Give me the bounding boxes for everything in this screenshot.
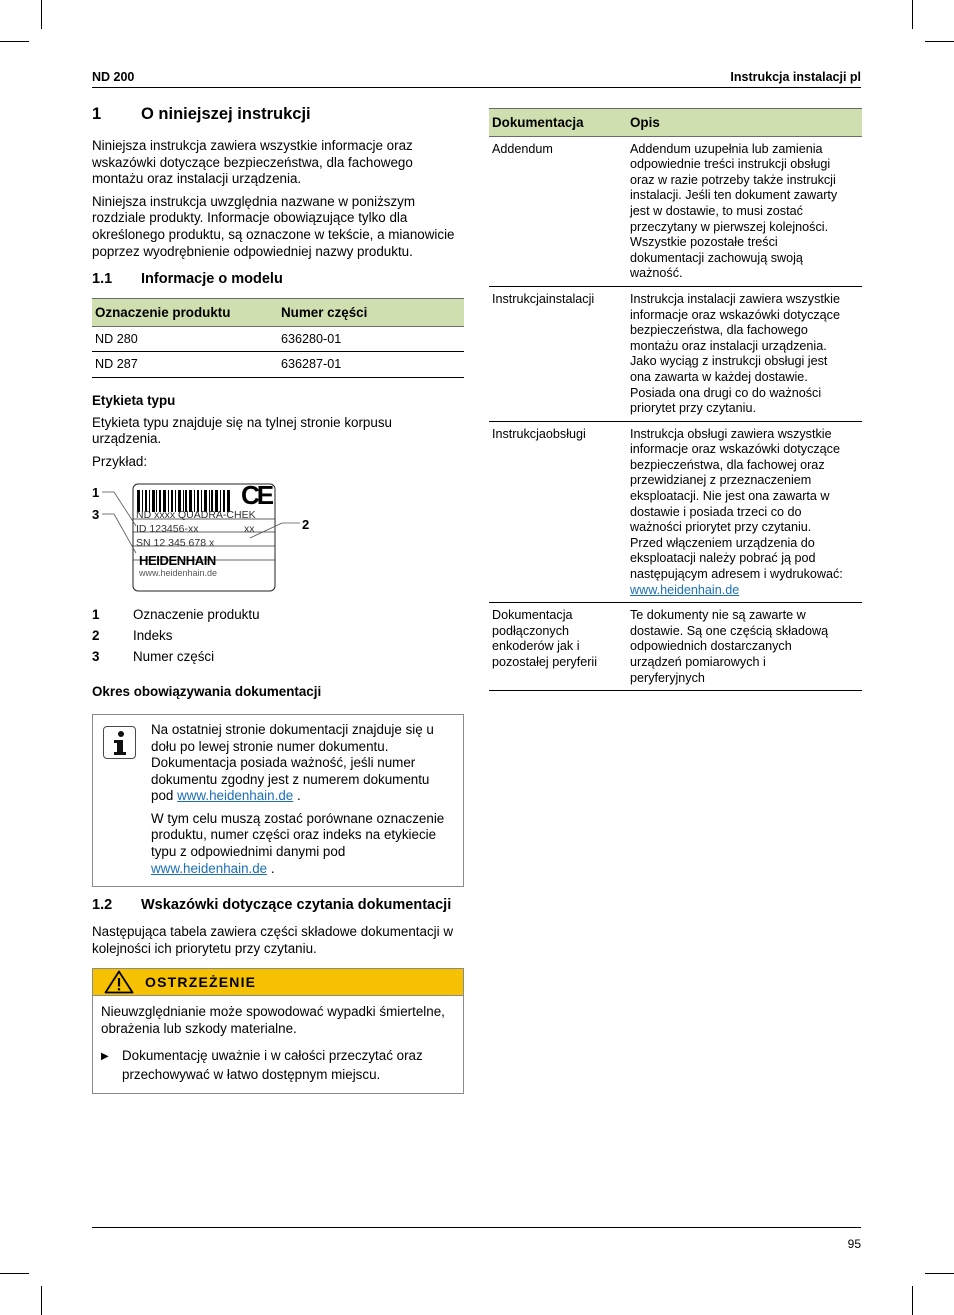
info-paragraph <box>151 722 455 805</box>
section-1-heading <box>92 104 464 124</box>
table-header: Oznaczenie produktu <box>92 299 278 327</box>
warning-title: OSTRZEŻENIE <box>145 974 257 991</box>
warning-body <box>93 996 463 1092</box>
info-text-end: . <box>267 860 275 876</box>
crop-mark <box>0 41 29 42</box>
table-header: Opis <box>627 109 862 137</box>
model-table <box>92 298 464 378</box>
paragraph: Etykieta typu znajduje się na tylnej stronie korpusu urządzenia. <box>92 414 392 447</box>
info-text: Na ostatniej stronie dokumentacji znajduje się u dołu po lewej stronie numer dokumentu. Dokumentacja posiada ważność, jeśli numer dokumentu zgodny jest z numerem dokumentu pod <box>151 721 434 804</box>
documentation-table <box>489 108 862 691</box>
doc-desc-cell <box>627 421 862 603</box>
paragraph: Przykład: <box>92 453 148 469</box>
legend-text: Oznaczenie produktu <box>133 606 260 622</box>
table-row <box>489 286 862 421</box>
legend-item <box>92 646 464 667</box>
table-cell: 636287-01 <box>278 352 464 378</box>
info-paragraph <box>151 811 455 877</box>
paragraph: Następująca tabela zawiera części składowe dokumentacji w kolejności ich priorytetu przy czytaniu. <box>92 924 453 956</box>
paragraph: Niniejsza instrukcja uwzględnia nazwane w poniższym rozdziale produkty. Informacje obowiązujące tylko dla określonego produktu, są oznaczone w tekście, a mianowicie poprzez wyodrębnienie odpowiedniej nazwy produktu. <box>92 193 455 259</box>
crop-mark <box>0 1273 29 1274</box>
label-product-line: ND xxxx QUADRA-CHEK <box>136 509 256 522</box>
validity-heading: Okres obowiązywania dokumentacji <box>92 684 322 700</box>
doc-name-cell: Instrukcjaobsługi <box>489 421 627 603</box>
legend-number: 3 <box>92 648 100 664</box>
doc-desc-text: Instrukcja obsługi zawiera wszystkie informacje oraz wskazówki dotyczące bezpieczeństwa, dla fachowej oraz przewidzianej z przeznaczeniem eksploatacji. Nie jest ona zawarta w dostawie i posiada trzeci co do ważności priorytet przy czytaniu. Przed włączeniem urządzenia do eksploatacji należy pobrać ją pod następującym adresem i wydrukować: <box>630 426 843 582</box>
header-product: ND 200 <box>92 70 135 84</box>
info-icon <box>103 726 136 759</box>
heidenhain-link[interactable]: www.heidenhain.de <box>151 860 268 876</box>
legend-text: Numer części <box>133 648 215 664</box>
warning-bullet <box>101 1046 455 1084</box>
paragraph: Niniejsza instrukcja zawiera wszystkie informacje oraz wskazówki dotyczące bezpieczeństwa, dla fachowego montażu oraz instalacji urządzenia. <box>92 138 413 187</box>
crop-mark <box>912 0 913 29</box>
callout-1: 1 <box>92 485 100 501</box>
crop-mark <box>41 1286 42 1315</box>
callout-3: 3 <box>92 507 100 523</box>
table-header: Dokumentacja <box>489 109 627 137</box>
heidenhain-link[interactable]: www.heidenhain.de <box>630 582 740 597</box>
table-row <box>489 421 862 603</box>
warning-bullet-text: Dokumentację uważnie i w całości przeczytać oraz przechowywać w łatwo dostępnym miejscu. <box>122 1047 423 1082</box>
callout-2: 2 <box>302 517 310 533</box>
section-title: O niniejszej instrukcji <box>141 105 311 123</box>
table-cell: ND 280 <box>92 326 278 352</box>
section-1-1-heading <box>92 270 464 288</box>
doc-name-cell: Addendum <box>489 136 627 286</box>
heidenhain-link[interactable]: www.heidenhain.de <box>177 788 294 804</box>
warning-box <box>92 968 464 1093</box>
section-number: 1 <box>92 105 102 123</box>
info-text-end: . <box>293 788 301 804</box>
label-brand-logo: HEIDENHAIN <box>139 553 216 569</box>
arrow-right-icon: ▶ <box>101 1050 109 1062</box>
doc-name-cell: Dokumentacja podłączonych enkoderów jak i pozostałej peryferii <box>489 603 627 691</box>
table-header: Numer części <box>278 299 464 327</box>
legend-item <box>92 604 464 625</box>
label-url: www.heidenhain.de <box>139 568 218 579</box>
crop-mark <box>912 1286 913 1315</box>
doc-desc-cell: Te dokumenty nie są zawarte w dostawie. Są one częścią składową odpowiednich dostarczanych urządzeń pomiarowych i peryferyjnych <box>627 603 862 691</box>
right-column <box>489 108 862 691</box>
doc-desc-cell: Addendum uzupełnia lub zamienia odpowiednie treści instrukcji obsługi oraz w razie potrzeby także instrukcji instalacji. Jeśli ten dokument zawarty jest w dostawie, to musi zostać przeczytany w pierwszej kolejności. Wszystkie pozostałe treści dokumentacji zachowują swoją ważność. <box>627 136 862 286</box>
ce-mark: CE <box>241 480 272 511</box>
section-title: Informacje o modelu <box>141 271 283 288</box>
table-row <box>489 603 862 691</box>
footer-rule <box>92 1227 861 1228</box>
doc-desc-cell: Instrukcja instalacji zawiera wszystkie informacje oraz wskazówki dotyczące bezpieczeństwa, dla fachowego montażu oraz instalacji urządzenia. Jako wyciąg z instrukcji obsługi jest ona zawarta w każdej dostawie. Posiada ona drugi co do ważności priorytet przy czytaniu. <box>627 286 862 421</box>
legend-text: Indeks <box>133 627 173 643</box>
section-1-2-heading <box>92 896 464 914</box>
doc-name-cell: Instrukcjainstalacji <box>489 286 627 421</box>
info-box <box>92 714 464 887</box>
type-label-heading: Etykieta typu <box>92 392 176 408</box>
legend-number: 2 <box>92 627 100 643</box>
table-row <box>489 136 862 286</box>
section-number: 1.2 <box>92 897 113 914</box>
header-rule <box>92 87 861 88</box>
crop-mark <box>925 1273 954 1274</box>
warning-triangle-icon <box>93 970 145 994</box>
label-serial-line: SN 12 345 678 x <box>136 537 215 550</box>
legend-number: 1 <box>92 606 100 622</box>
warning-header <box>93 969 463 996</box>
legend-item <box>92 625 464 646</box>
left-column <box>92 104 464 1094</box>
crop-mark <box>925 41 954 42</box>
section-number: 1.1 <box>92 271 113 288</box>
page-number: 95 <box>847 1237 861 1251</box>
table-cell: 636280-01 <box>278 326 464 352</box>
table-cell: ND 287 <box>92 352 278 378</box>
type-label-figure <box>92 476 464 598</box>
section-title: Wskazówki dotyczące czytania dokumentacji <box>141 897 452 914</box>
crop-mark <box>41 0 42 29</box>
warning-text: Nieuwzględnianie może spowodować wypadki śmiertelne, obrażenia lub szkody materialne. <box>101 1004 445 1037</box>
table-row <box>92 326 464 352</box>
header-doc-title: Instrukcja instalacji pl <box>730 70 861 84</box>
label-id-line: ID 123456-xx <box>136 523 199 536</box>
label-index-value: xx <box>244 523 255 536</box>
info-text: W tym celu muszą zostać porównane oznaczenie produktu, numer części oraz indeks na etykiecie typu z odpowiednimi danymi pod <box>151 810 445 860</box>
legend-list <box>92 604 464 667</box>
table-row <box>92 352 464 378</box>
